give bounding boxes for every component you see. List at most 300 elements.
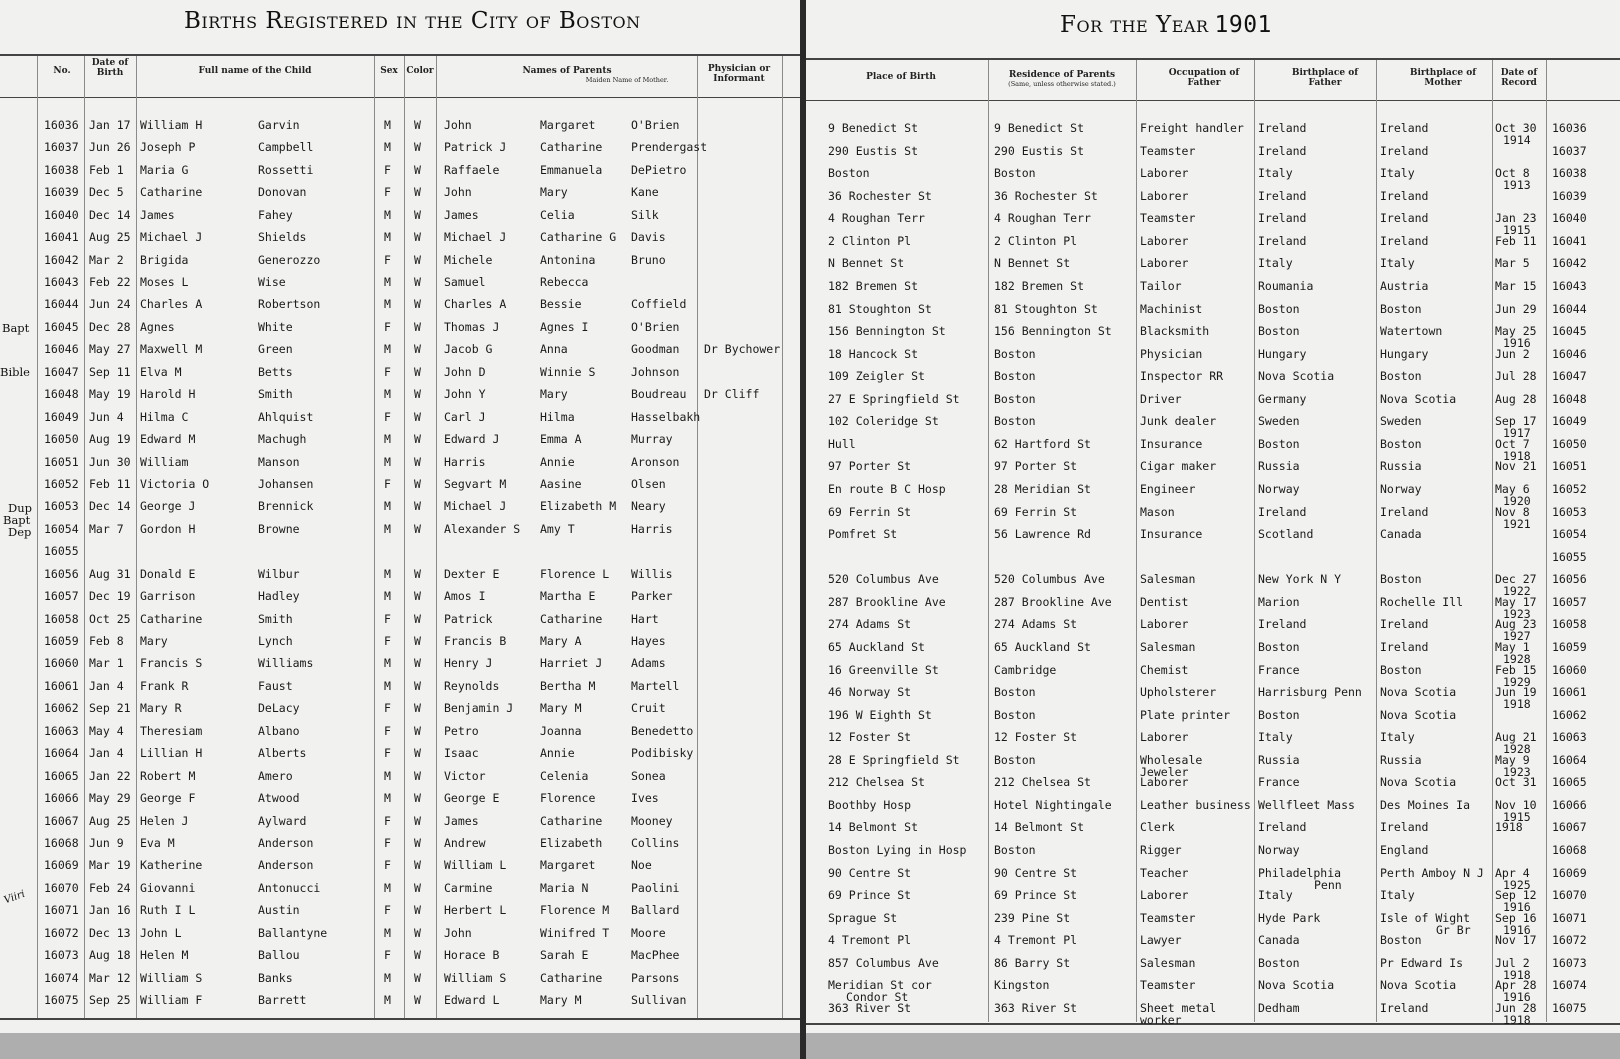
entry-number: 16036 [44, 118, 79, 132]
birthplace-mother: Pr Edward Is [1380, 956, 1464, 970]
birthplace-mother: Italy [1380, 166, 1415, 180]
place-of-birth: 4 Tremont Pl [828, 933, 912, 947]
date-of-record-year: 1918 [1503, 449, 1531, 463]
residence: 156 Bennington St [994, 324, 1112, 338]
sex: F [384, 634, 391, 648]
color: W [414, 230, 421, 244]
mother-name: Celia [540, 208, 575, 222]
father-name: Segvart M [444, 477, 507, 491]
mother-name: Mary M [540, 701, 582, 715]
residence: 290 Eustis St [994, 144, 1085, 158]
mother-maiden-name: Goodman [631, 342, 680, 356]
date-of-record: Feb 15 [1495, 663, 1537, 677]
entry-number: 16037 [44, 140, 79, 154]
mother-maiden-name: Parsons [631, 971, 680, 985]
sex: M [384, 230, 391, 244]
birthplace-mother: Ireland [1380, 211, 1429, 225]
date-of-record-year: 1915 [1503, 223, 1531, 237]
mother-name: Mary [540, 185, 568, 199]
entry-number-right: 16036 [1552, 121, 1587, 135]
sex: M [384, 567, 391, 581]
color: W [414, 858, 421, 872]
given-name: Ruth I L [140, 903, 196, 917]
col-divider [37, 56, 38, 1018]
date-of-record-year: 1929 [1503, 675, 1531, 689]
entry-number: 16055 [44, 544, 79, 558]
place-of-birth: 69 Ferrin St [828, 505, 912, 519]
place-of-birth: 46 Norway St [828, 685, 912, 699]
residence: Boston [994, 753, 1036, 767]
place-of-birth: 16 Greenville St [828, 663, 939, 677]
color: W [414, 499, 421, 513]
given-name: Francis S [140, 656, 203, 670]
birthplace-mother: Ireland [1380, 640, 1429, 654]
header-top-rule [806, 58, 1620, 60]
entry-number-right: 16059 [1552, 640, 1587, 654]
physician: Dr Bychower [704, 342, 781, 356]
occupation-of-father: Driver [1140, 392, 1182, 406]
surname: Anderson [258, 836, 314, 850]
residence: 36 Rochester St [994, 189, 1098, 203]
color: W [414, 275, 421, 289]
mother-name: Catharine G [540, 230, 617, 244]
entry-number-right: 16053 [1552, 505, 1587, 519]
color: W [414, 948, 421, 962]
birthplace-mother: Boston [1380, 663, 1422, 677]
residence: Boston [994, 685, 1036, 699]
mother-name: Elizabeth [540, 836, 603, 850]
mother-maiden-name: Silk [631, 208, 659, 222]
birthplace-father-line2: Penn [1314, 878, 1342, 892]
birthplace-father: France [1258, 663, 1300, 677]
date-of-record: Oct 30 [1495, 121, 1537, 135]
residence: 62 Hartford St [994, 437, 1091, 451]
entry-number-right: 16065 [1552, 775, 1587, 789]
father-name: John [444, 118, 472, 132]
residence: 86 Barry St [994, 956, 1071, 970]
entry-number-right: 16067 [1552, 820, 1587, 834]
entry-number: 16044 [44, 297, 79, 311]
mother-maiden-name: Murray [631, 432, 673, 446]
given-name: Gordon H [140, 522, 196, 536]
margin-note: Bapt [2, 321, 30, 335]
surname: Smith [258, 387, 293, 401]
color: W [414, 814, 421, 828]
entry-number-right: 16056 [1552, 572, 1587, 586]
margin-note: Bible [0, 365, 30, 379]
mother-maiden-name: Willis [631, 567, 673, 581]
birthplace-father: Canada [1258, 933, 1300, 947]
father-name: Amos I [444, 589, 486, 603]
surname: Antonucci [258, 881, 321, 895]
sex: F [384, 612, 391, 626]
occupation-of-father: Engineer [1140, 482, 1196, 496]
sex: F [384, 858, 391, 872]
birthplace-mother: Nova Scotia [1380, 685, 1457, 699]
left-page [0, 0, 800, 1059]
header-sex: Sex [380, 66, 398, 76]
entry-number: 16064 [44, 746, 79, 760]
surname: Smith [258, 612, 293, 626]
entry-number: 16068 [44, 836, 79, 850]
color: W [414, 140, 421, 154]
entry-number-right: 16055 [1552, 550, 1587, 564]
entry-number-right: 16068 [1552, 843, 1587, 857]
entry-number-right: 16072 [1552, 933, 1587, 947]
mother-name: Mary A [540, 634, 582, 648]
entry-number: 16074 [44, 971, 79, 985]
date-of-birth: May 4 [89, 724, 124, 738]
date-of-record: Jul 28 [1495, 369, 1537, 383]
father-name: Isaac [444, 746, 479, 760]
place-of-birth: Pomfret St [828, 527, 898, 541]
place-of-birth: 290 Eustis St [828, 144, 919, 158]
entry-number-right: 16064 [1552, 753, 1587, 767]
col-divider [1492, 60, 1493, 1022]
birthplace-mother: Des Moines Ia [1380, 798, 1471, 812]
residence: 4 Roughan Terr [994, 211, 1091, 225]
entry-number: 16040 [44, 208, 79, 222]
color: W [414, 701, 421, 715]
right-page [806, 0, 1620, 1059]
color: W [414, 320, 421, 334]
occupation-of-father: Leather business [1140, 798, 1251, 812]
birthplace-father: Ireland [1258, 144, 1307, 158]
surname: Browne [258, 522, 300, 536]
sex: M [384, 993, 391, 1007]
surname: Betts [258, 365, 293, 379]
surname: Machugh [258, 432, 307, 446]
margin-note: Bapt [3, 513, 31, 527]
date-of-record-year: 1914 [1503, 133, 1531, 147]
date-of-record: May 9 [1495, 753, 1530, 767]
father-name: George E [444, 791, 500, 805]
given-name: Helen M [140, 948, 189, 962]
given-name: Edward M [140, 432, 196, 446]
place-of-birth: 182 Bremen St [828, 279, 919, 293]
mother-name: Anna [540, 342, 568, 356]
color: W [414, 522, 421, 536]
residence: N Bennet St [994, 256, 1071, 270]
father-name: Edward J [444, 432, 500, 446]
mother-maiden-name: Hasselbakh [631, 410, 701, 424]
given-name: John L [140, 926, 182, 940]
birthplace-mother: Ireland [1380, 144, 1429, 158]
date-of-record-year: 1921 [1503, 517, 1531, 531]
color: W [414, 971, 421, 985]
date-of-birth: May 29 [89, 791, 131, 805]
date-of-birth: Feb 11 [89, 477, 131, 491]
residence: Boston [994, 347, 1036, 361]
birthplace-father: Norway [1258, 843, 1300, 857]
birthplace-mother: Ireland [1380, 505, 1429, 519]
entry-number: 16057 [44, 589, 79, 603]
mother-maiden-name: Ives [631, 791, 659, 805]
mother-maiden-name: Benedetto [631, 724, 694, 738]
surname: Wilbur [258, 567, 300, 581]
birthplace-father: Ireland [1258, 820, 1307, 834]
date-of-birth: Mar 7 [89, 522, 124, 536]
occupation-of-father: Teamster [1140, 978, 1196, 992]
sex: M [384, 455, 391, 469]
mother-maiden-name: Harris [631, 522, 673, 536]
residence: 274 Adams St [994, 617, 1078, 631]
date-of-birth: Jan 16 [89, 903, 131, 917]
entry-number: 16066 [44, 791, 79, 805]
date-of-record-year: 1916 [1503, 990, 1531, 1004]
birthplace-father: Hungary [1258, 347, 1307, 361]
surname: Lynch [258, 634, 293, 648]
mother-name: Annie [540, 455, 575, 469]
date-of-birth: Dec 19 [89, 589, 131, 603]
residence: 2 Clinton Pl [994, 234, 1078, 248]
date-of-record-year: 1918 [1503, 968, 1531, 982]
mother-name: Winifred T [540, 926, 610, 940]
date-of-record-year: 1916 [1503, 923, 1531, 937]
header-maiden-name: Maiden Name of Mother. [585, 76, 669, 84]
color: W [414, 881, 421, 895]
date-of-record-year: 1927 [1503, 629, 1531, 643]
header-residence-note: (Same, unless otherwise stated.) [1008, 80, 1116, 88]
entry-number: 16056 [44, 567, 79, 581]
date-of-birth: Aug 25 [89, 230, 131, 244]
mother-name: Elizabeth M [540, 499, 617, 513]
residence: Boston [994, 369, 1036, 383]
date-of-record: Nov 8 [1495, 505, 1530, 519]
birthplace-mother: Russia [1380, 753, 1422, 767]
mother-maiden-name: Podibisky [631, 746, 694, 760]
date-of-record-year: 1915 [1503, 810, 1531, 824]
birthplace-mother: Canada [1380, 527, 1422, 541]
date-of-record: May 25 [1495, 324, 1537, 338]
place-of-birth: 196 W Eighth St [828, 708, 932, 722]
color: W [414, 185, 421, 199]
birthplace-father: Russia [1258, 753, 1300, 767]
sex: M [384, 387, 391, 401]
mother-maiden-name: Prendergast [631, 140, 708, 154]
mother-maiden-name: MacPhee [631, 948, 680, 962]
place-of-birth: 69 Prince St [828, 888, 912, 902]
date-of-record-year: 1928 [1503, 652, 1531, 666]
surname: Campbell [258, 140, 314, 154]
col-divider [136, 56, 137, 1018]
birthplace-father: Italy [1258, 256, 1293, 270]
entry-number: 16062 [44, 701, 79, 715]
sex: F [384, 320, 391, 334]
entry-number: 16038 [44, 163, 79, 177]
col-divider [697, 56, 698, 1018]
surname: Amero [258, 769, 293, 783]
entry-number: 16069 [44, 858, 79, 872]
date-of-record: Nov 10 [1495, 798, 1537, 812]
given-name: Katherine [140, 858, 203, 872]
date-of-record: Sep 17 [1495, 414, 1537, 428]
col-divider [436, 56, 437, 1018]
birthplace-father: Boston [1258, 640, 1300, 654]
date-of-birth: Mar 1 [89, 656, 124, 670]
given-name: William F [140, 993, 203, 1007]
father-name: Thomas J [444, 320, 500, 334]
father-name: Charles A [444, 297, 507, 311]
father-name: Harris [444, 455, 486, 469]
birthplace-mother: Nova Scotia [1380, 708, 1457, 722]
mother-maiden-name: Hayes [631, 634, 666, 648]
entry-number: 16049 [44, 410, 79, 424]
date-of-birth: Oct 25 [89, 612, 131, 626]
place-of-birth: 102 Coleridge St [828, 414, 939, 428]
occupation-of-father: Junk dealer [1140, 414, 1217, 428]
father-name: John D [444, 365, 486, 379]
residence: Boston [994, 414, 1036, 428]
father-name: Victor [444, 769, 486, 783]
entry-number-right: 16060 [1552, 663, 1587, 677]
mother-name: Martha E [540, 589, 596, 603]
father-name: Andrew [444, 836, 486, 850]
sex: F [384, 724, 391, 738]
birthplace-father: Boston [1258, 324, 1300, 338]
color: W [414, 477, 421, 491]
place-of-birth: 156 Bennington St [828, 324, 946, 338]
place-of-birth-line2: Condor St [846, 990, 909, 1004]
residence: 9 Benedict St [994, 121, 1085, 135]
place-of-birth: 28 E Springfield St [828, 753, 960, 767]
sex: F [384, 253, 391, 267]
mother-name: Margaret [540, 118, 596, 132]
given-name: Charles A [140, 297, 203, 311]
color: W [414, 769, 421, 783]
entry-number-right: 16074 [1552, 978, 1587, 992]
surname: Atwood [258, 791, 300, 805]
surname: Albano [258, 724, 300, 738]
mother-maiden-name: Hart [631, 612, 659, 626]
mother-name: Emmanuela [540, 163, 603, 177]
entry-number-right: 16046 [1552, 347, 1587, 361]
date-of-record: Aug 28 [1495, 392, 1537, 406]
mother-name: Celenia [540, 769, 589, 783]
mother-maiden-name: Parker [631, 589, 673, 603]
mother-name: Harriet J [540, 656, 603, 670]
birthplace-father: Harrisburg Penn [1258, 685, 1362, 699]
entry-number-right: 16041 [1552, 234, 1587, 248]
date-of-record: Mar 15 [1495, 279, 1537, 293]
father-name: Henry J [444, 656, 493, 670]
residence: 90 Centre St [994, 866, 1078, 880]
birthplace-father: Nova Scotia [1258, 369, 1335, 383]
sex: M [384, 432, 391, 446]
mother-maiden-name: Johnson [631, 365, 680, 379]
place-of-birth: 18 Hancock St [828, 347, 919, 361]
sex: F [384, 814, 391, 828]
mother-maiden-name: Noe [631, 858, 652, 872]
entry-number-right: 16058 [1552, 617, 1587, 631]
mother-maiden-name: O'Brien [631, 118, 680, 132]
occupation-of-father: Salesman [1140, 956, 1196, 970]
given-name: Maxwell M [140, 342, 203, 356]
header-residence-label: Residence of Parents [1008, 70, 1116, 80]
place-of-birth: 2 Clinton Pl [828, 234, 912, 248]
given-name: Helen J [140, 814, 189, 828]
residence: 363 River St [994, 1001, 1078, 1015]
birthplace-father: Marion [1258, 595, 1300, 609]
sex: M [384, 118, 391, 132]
date-of-birth: Dec 13 [89, 926, 131, 940]
date-of-record: Jun 29 [1495, 302, 1537, 316]
entry-number: 16054 [44, 522, 79, 536]
birthplace-mother: Austria [1380, 279, 1429, 293]
mother-name: Rebecca [540, 275, 589, 289]
father-name: Horace B [444, 948, 500, 962]
occupation-of-father: Inspector RR [1140, 369, 1224, 383]
color: W [414, 297, 421, 311]
date-of-birth: Feb 22 [89, 275, 131, 289]
given-name: Frank R [140, 679, 189, 693]
color: W [414, 993, 421, 1007]
sex: M [384, 522, 391, 536]
father-name: Reynolds [444, 679, 500, 693]
surname: Brennick [258, 499, 314, 513]
place-of-birth: 857 Columbus Ave [828, 956, 939, 970]
entry-number: 16053 [44, 499, 79, 513]
sex: M [384, 589, 391, 603]
birthplace-father: Boston [1258, 708, 1300, 722]
surname: Alberts [258, 746, 307, 760]
entry-number: 16052 [44, 477, 79, 491]
birthplace-mother: Nova Scotia [1380, 775, 1457, 789]
occupation-of-father: Insurance [1140, 437, 1203, 451]
entry-number: 16073 [44, 948, 79, 962]
color: W [414, 836, 421, 850]
residence: 69 Ferrin St [994, 505, 1078, 519]
surname: Ballantyne [258, 926, 328, 940]
place-of-birth: Hull [828, 437, 856, 451]
header-place-of-birth: Place of Birth [866, 72, 936, 82]
header-physician: Physician or Informant [707, 64, 771, 84]
date-of-birth: Dec 5 [89, 185, 124, 199]
sex: M [384, 926, 391, 940]
occupation-of-father: Clerk [1140, 820, 1175, 834]
date-of-birth: Jun 24 [89, 297, 131, 311]
occupation-of-father: Lawyer [1140, 933, 1182, 947]
occupation-of-father: Freight handler [1140, 121, 1244, 135]
mother-name: Annie [540, 746, 575, 760]
given-name: Mary [140, 634, 168, 648]
birthplace-mother: Ireland [1380, 820, 1429, 834]
birthplace-father: Boston [1258, 437, 1300, 451]
date-of-birth: Aug 18 [89, 948, 131, 962]
occupation-of-father: Physician [1140, 347, 1203, 361]
given-name: Moses L [140, 275, 189, 289]
given-name: James [140, 208, 175, 222]
surname: Generozzo [258, 253, 321, 267]
date-of-birth: Dec 28 [89, 320, 131, 334]
place-of-birth: 81 Stoughton St [828, 302, 932, 316]
entry-number-right: 16057 [1552, 595, 1587, 609]
birthplace-mother: Perth Amboy N J [1380, 866, 1484, 880]
date-of-birth: Mar 12 [89, 971, 131, 985]
margin-note-handwritten: Viiri [2, 888, 27, 907]
place-of-birth: 4 Roughan Terr [828, 211, 925, 225]
father-name: Alexander S [444, 522, 521, 536]
sex: M [384, 656, 391, 670]
year: 1901 [1214, 12, 1272, 38]
mother-name: Sarah E [540, 948, 589, 962]
given-name: William H [140, 118, 203, 132]
sex: M [384, 297, 391, 311]
physician: Dr Cliff [704, 387, 760, 401]
entry-number-right: 16048 [1552, 392, 1587, 406]
mother-maiden-name: Kane [631, 185, 659, 199]
entry-number: 16060 [44, 656, 79, 670]
